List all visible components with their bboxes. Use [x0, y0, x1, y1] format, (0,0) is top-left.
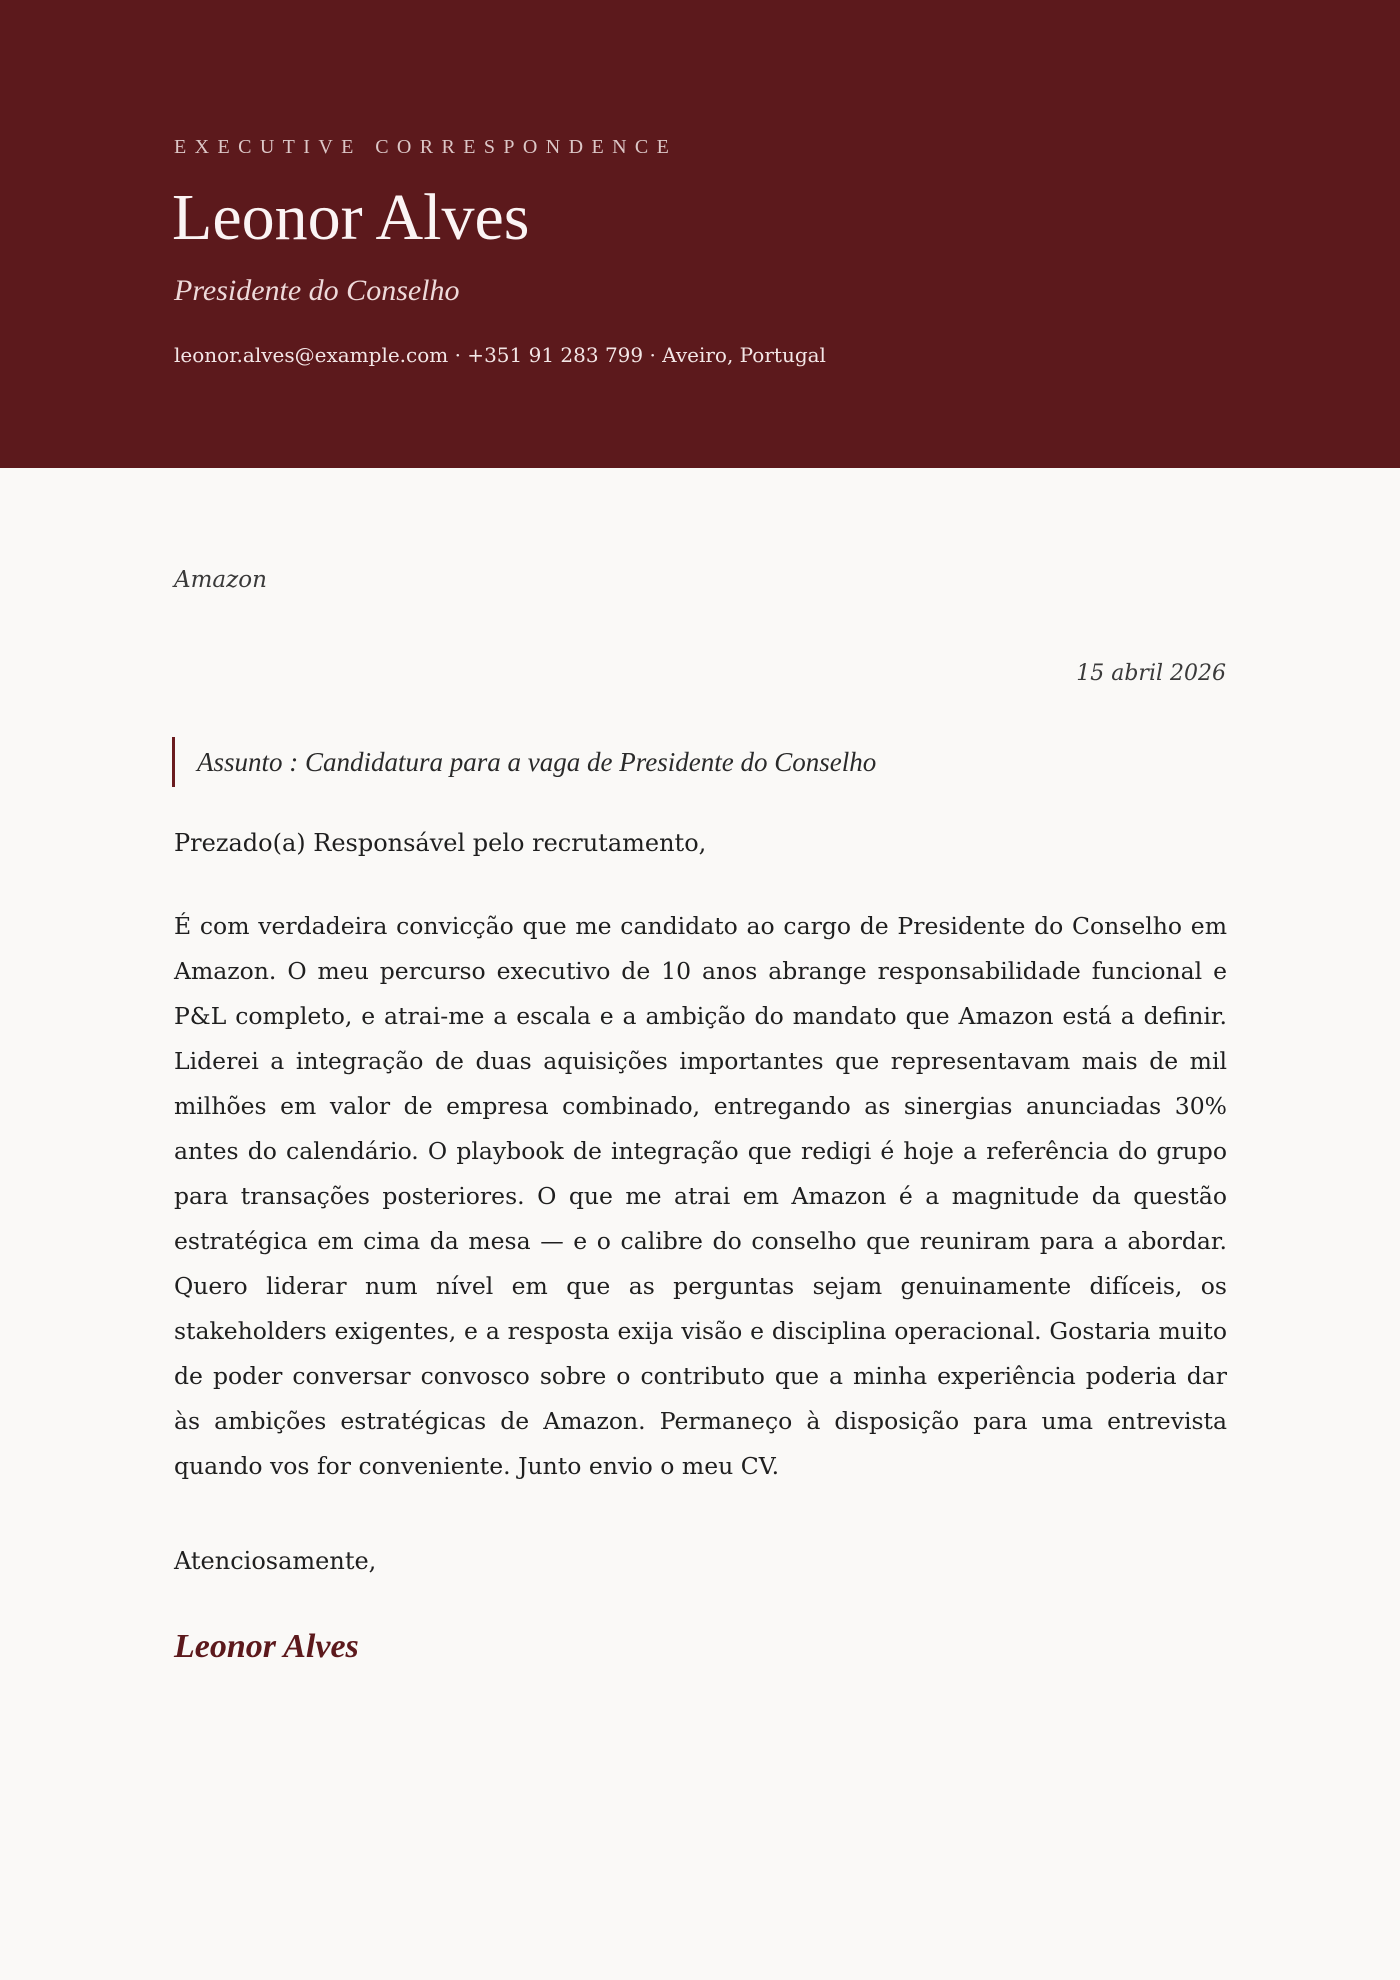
sender-title: Presidente do Conselho	[174, 274, 460, 307]
letter-subject	[172, 737, 876, 787]
recipient-company: Amazon	[174, 567, 267, 593]
letter-body: É com verdadeira convicção que me candidato ao cargo de Presidente do Conselho em Amazon. O meu percurso executivo de 10 anos abrange responsabilidade funcional e P&L completo, e atrai-me a escala e a ambição do mandato que Amazon está a definir. Liderei a integração de duas aquisições importantes que representavam mais de mil milhões em valor de empresa combinado, entregando as sinergias anunciadas 30% antes do calendário. O playbook de integração que redigi é hoje a referência do grupo para transações posteriores. O que me atrai em Amazon é a magnitude da questão estratégica em cima da mesa — e o calibre do conselho que reuniram para a abordar. Quero liderar num nível em que as perguntas sejam genuinamente difíceis, os stakeholders exigentes, e a resposta exija visão e disciplina operacional. Gostaria muito de poder conversar convosco sobre o contributo que a minha experiência poderia dar às ambições estratégicas de Amazon. Permaneço à disposição para uma entrevista quando vos for conveniente. Junto envio o meu CV.	[174, 912, 1227, 1480]
header-kicker: EXECUTIVE CORRESPONDENCE	[174, 136, 678, 158]
sender-contact: leonor.alves@example.com · +351 91 283 799 · Aveiro, Portugal	[174, 343, 826, 367]
letter-closing: Atenciosamente,	[174, 1547, 377, 1575]
letter-signature: Leonor Alves	[174, 1628, 359, 1665]
sender-name: Leonor Alves	[172, 181, 530, 254]
subject-text: Assunto : Candidatura para a vaga de Presidente do Conselho	[197, 746, 877, 777]
letter-date: 15 abril 2026	[1076, 661, 1226, 686]
letter-greeting: Prezado(a) Responsável pelo recrutamento,	[174, 829, 707, 857]
letterhead-header	[0, 0, 1400, 468]
